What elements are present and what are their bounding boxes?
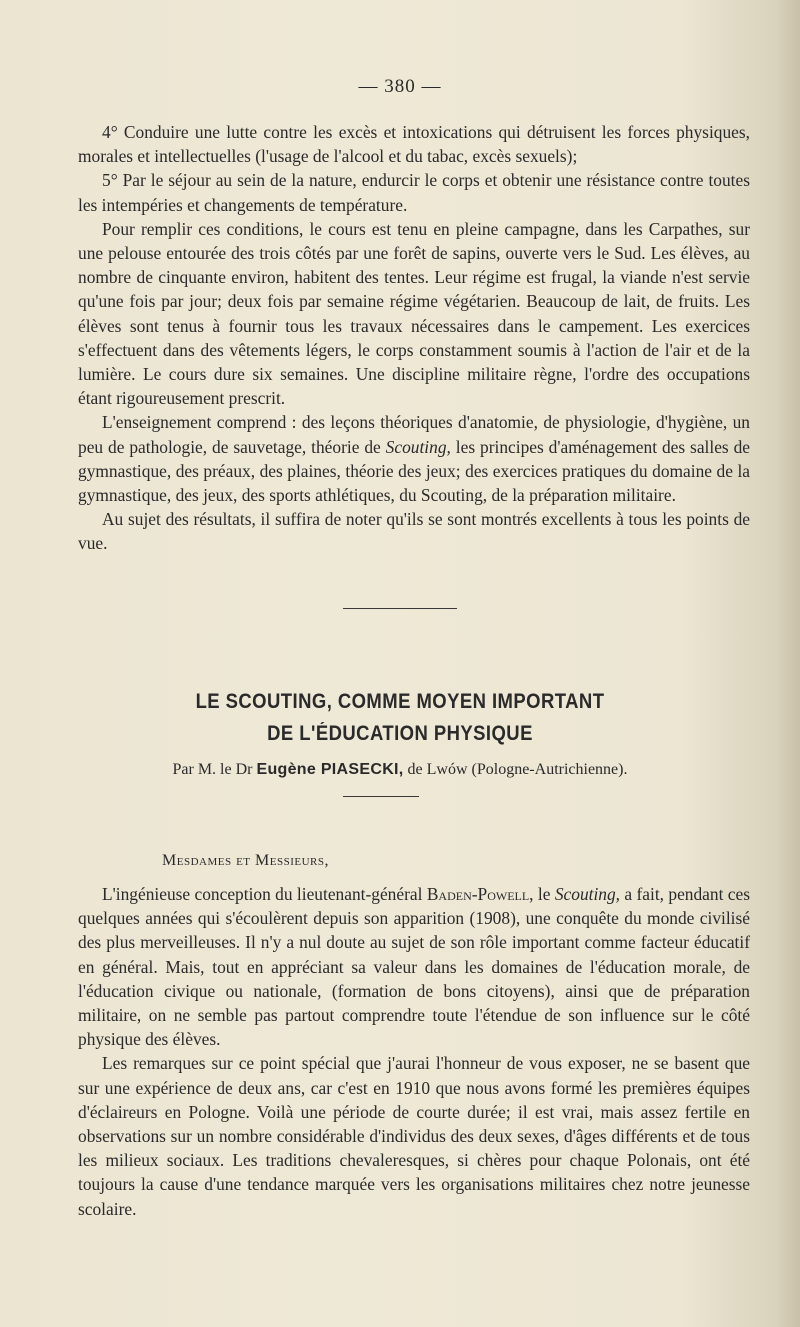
curriculum-text-after: les principes d'aménagement des salles de gymnastique, des préaux, des plaines, théorie des jeux; des exercices pratiques du domaine de la gymnastique, des jeux, des sports athlétiques, du Scouting, de la préparation militaire. — [78, 436, 751, 506]
paragraph-results: Au sujet des résultats, il suffira de noter qu'ils se sont montrés excellents à tous les points de vue. — [78, 509, 750, 554]
page-number: — 380 — — [358, 76, 442, 97]
paragraph-conditions: Pour remplir ces conditions, le cours est tenu en pleine campagne, dans les Carpathes, sur une pelouse entourée des trois côtés par une forêt de sapins, ouverte vers le Sud. Les élèves, au nombre de cinquante environ, habitent des tentes. Leur régime est frugal, la viande n'est servie qu'une fois par jour; deux fois par semaine régime végétarien. Beaucoup de lait, de fruits. Les élèves sont tenus à fournir tous les travaux nécessaires dans le campement. Les exercices s'effectuent dans des vêtements légers, le corps constamment soumis à l'action de l'air et de la lumière. Le cours dure six semaines. Une discipline militaire règne, l'ordre des occupations étant rigoureusement prescrit. — [78, 218, 750, 409]
byline-divider — [343, 796, 419, 797]
curriculum-text-before: L'enseignement comprend : des leçons théoriques d'anatomie, de physiologie, d'hygiène, un peu de pathologie, de sauvetage, théorie de — [78, 412, 750, 457]
byline-suffix: de Lwów (Pologne-Autrichienne). — [407, 761, 628, 778]
article-title-line-2: DE L'ÉDUCATION PHYSIQUE — [267, 722, 533, 745]
paragraph-item-5: 5° Par le séjour au sein de la nature, endurcir le corps et obtenir une résistance contre toutes les intempéries et changements de température. — [78, 170, 750, 215]
paragraph-curriculum — [78, 410, 750, 507]
article-text-block — [78, 882, 750, 1221]
article-paragraph-1 — [78, 882, 750, 1051]
curriculum-italic-term: Scouting, — [385, 436, 451, 457]
intro-text-block — [78, 120, 750, 556]
p1-text-after: a fait, pendant ces quelques années qui s'écoulèrent depuis son apparition (1908), une conquête du monde civilisé des plus merveilleuses. Il n'y a nul doute au sujet de son rôle important comme facteur éducatif en général. Mais, tout en appréciant sa valeur dans les domaines de l'éducation morale, de l'éducation civique ou nationale, (formation de bons citoyens), ainsi que de préparation militaire, on ne semble pas partout comprendre toute l'étendue de son influence sur le côté physique des élèves. — [78, 884, 751, 1050]
p1-text-before: L'ingénieuse conception du lieutenant-général — [102, 884, 427, 904]
section-divider — [343, 608, 457, 609]
paragraph-item-4: 4° Conduire une lutte contre les excès et intoxications qui détruisent les forces physiques, morales et intellectuelles (l'usage de l'alcool et du tabac, excès sexuels); — [78, 122, 750, 167]
p1-text-middle: le — [533, 884, 555, 904]
byline-author: Eugène PIASECKI, — [256, 761, 404, 778]
p1-name: Baden-Powell, — [426, 884, 534, 904]
salutation: Mesdames et Messieurs, — [162, 852, 329, 869]
article-byline — [0, 761, 800, 779]
p1-italic-term: Scouting, — [554, 884, 621, 904]
article-title-line-1: LE SCOUTING, COMME MOYEN IMPORTANT — [195, 690, 605, 713]
article-paragraph-2: Les remarques sur ce point spécial que j'aurai l'honneur de vous exposer, ne se basent que sur une expérience de deux ans, car c'est en 1910 que nous avons formé les premières équipes d'éclaireurs en Pologne. Voilà une période de courte durée; il est vrai, mais assez fertile en observations sur un nombre considérable d'individus des deux sexes, d'âges différents et de tous les milieux sociaux. Les traditions chevaleresques, si chères pour chaque Polonais, ont été toujours la cause d'une tendance marquée vers les organisations militaires chez notre jeunesse scolaire. — [78, 1053, 750, 1219]
byline-prefix: Par M. le Dr — [172, 761, 253, 778]
